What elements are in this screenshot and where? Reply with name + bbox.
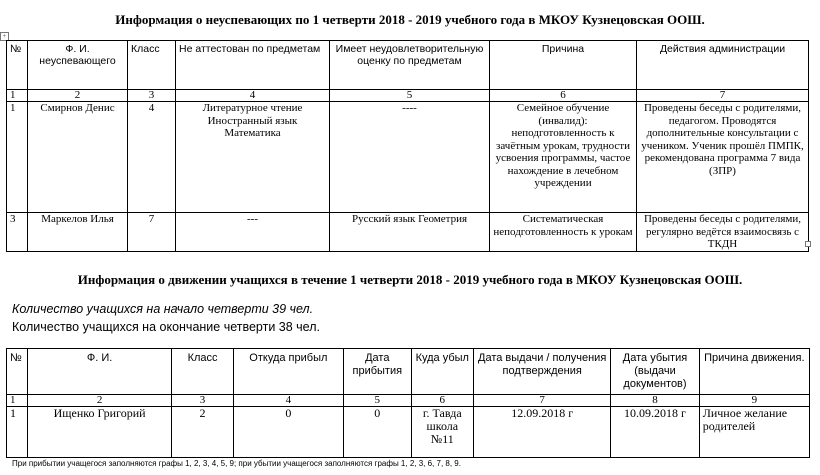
reason-cell: Семейное обучение (инвалид): неподготовленность к зачётным урокам, трудности усвоения программы, частое нахождение в лечебном учреждении — [490, 102, 637, 213]
table1-header-cell: Имеет неудовлетворительную оценку по предметам — [330, 41, 490, 90]
row-number-cell: 1 — [7, 102, 28, 213]
table-row — [7, 407, 810, 458]
departure-date-cell: 10.09.2018 г — [611, 407, 699, 458]
table1-number-cell: 6 — [490, 90, 637, 102]
class-cell: 4 — [128, 102, 176, 213]
arrived-from-cell: 0 — [233, 407, 343, 458]
unsatisfactory-cell: Русский язык Геометрия — [330, 213, 490, 252]
table2-number-cell: 9 — [699, 395, 809, 407]
table2-number-cell: 8 — [611, 395, 699, 407]
table1-header-row — [7, 41, 809, 90]
movement-table — [6, 348, 810, 458]
table2-number-cell: 3 — [172, 395, 233, 407]
left-to-cell: г. Тавда школа №11 — [411, 407, 473, 458]
table2-title: Информация о движении учащихся в течение 1 четверти 2018 - 2019 учебного года в МКОУ Кузнецовская ООШ. — [77, 272, 743, 287]
table2-number-cell: 7 — [474, 395, 611, 407]
table2-header-cell: Класс — [172, 349, 233, 395]
table2-number-cell: 5 — [343, 395, 411, 407]
table1-number-cell: 3 — [128, 90, 176, 102]
class-cell: 2 — [172, 407, 233, 458]
student-name-cell: Смирнов Денис — [28, 102, 128, 213]
table1-header-cell: Не аттестован по предметам — [176, 41, 330, 90]
underachievers-table — [6, 40, 809, 252]
table2-header-cell: № — [7, 349, 28, 395]
admin-actions-cell: Проведены беседы с родителями, педагогом. Проводятся дополнительные консультации с учеником. Ученик прошёл ПМПК, рекомендована программа 7 вида (ЗПР) — [637, 102, 809, 213]
table2-number-cell: 6 — [411, 395, 473, 407]
confirmation-date-cell: 12.09.2018 г — [474, 407, 611, 458]
row-number-cell: 3 — [7, 213, 28, 252]
table2-number-cell: 1 — [7, 395, 28, 407]
row-number-cell: 1 — [7, 407, 28, 458]
table2-header-cell: Причина движения. — [699, 349, 809, 395]
not-attested-cell: --- — [176, 213, 330, 252]
table2-header-cell: Дата прибытия — [343, 349, 411, 395]
table1-header-cell: Действия администрации — [637, 41, 809, 90]
table2-header-cell: Дата убытия (выдачи документов) — [611, 349, 699, 395]
table-resize-handle[interactable] — [805, 241, 811, 247]
admin-actions-cell: Проведены беседы с родителями, регулярно ведётся взаимосвязь с ТКДН — [637, 213, 809, 252]
table2-number-row — [7, 395, 810, 407]
reason-cell: Систематическая неподготовленность к урокам — [490, 213, 637, 252]
count-start-text: Количество учащихся на начало четверти 39 чел. — [12, 302, 314, 316]
table1-header-cell: Класс — [128, 41, 176, 90]
student-name-cell: Ищенко Григорий — [27, 407, 172, 458]
table1-number-cell: 1 — [7, 90, 28, 102]
table2-number-cell: 2 — [27, 395, 172, 407]
table1-number-row — [7, 90, 809, 102]
count-end-text: Количество учащихся на окончание четверти 38 чел. — [12, 320, 320, 334]
table2-header-cell: Ф. И. — [27, 349, 172, 395]
student-name-cell: Маркелов Илья — [28, 213, 128, 252]
footnote: При прибытии учащегося заполняются графы 1, 2, 3, 4, 5, 9; при убытии учащегося заполняются графы 1, 2, 3, 6, 7, 8, 9. — [12, 459, 461, 468]
table1-number-cell: 7 — [637, 90, 809, 102]
table2-header-cell: Куда убыл — [411, 349, 473, 395]
arrival-date-cell: 0 — [343, 407, 411, 458]
table-move-icon[interactable]: + — [0, 32, 9, 41]
class-cell: 7 — [128, 213, 176, 252]
table1-number-cell: 2 — [28, 90, 128, 102]
table1-header-cell: № — [7, 41, 28, 90]
not-attested-cell: Литературное чтение Иностранный язык Математика — [176, 102, 330, 213]
unsatisfactory-cell: ---- — [330, 102, 490, 213]
table1-header-cell: Причина — [490, 41, 637, 90]
table-row — [7, 102, 809, 213]
table2-number-cell: 4 — [233, 395, 343, 407]
table2-header-row — [7, 349, 810, 395]
table1-header-cell: Ф. И. неуспевающего — [28, 41, 128, 90]
table1-number-cell: 5 — [330, 90, 490, 102]
table1-title: Информация о неуспевающих по 1 четверти 2018 - 2019 учебного года в МКОУ Кузнецовская ООШ. — [115, 12, 705, 27]
table2-header-cell: Откуда прибыл — [233, 349, 343, 395]
table-row — [7, 213, 809, 252]
table1-number-cell: 4 — [176, 90, 330, 102]
movement-reason-cell: Личное желание родителей — [699, 407, 809, 458]
table2-header-cell: Дата выдачи / получения подтверждения — [474, 349, 611, 395]
